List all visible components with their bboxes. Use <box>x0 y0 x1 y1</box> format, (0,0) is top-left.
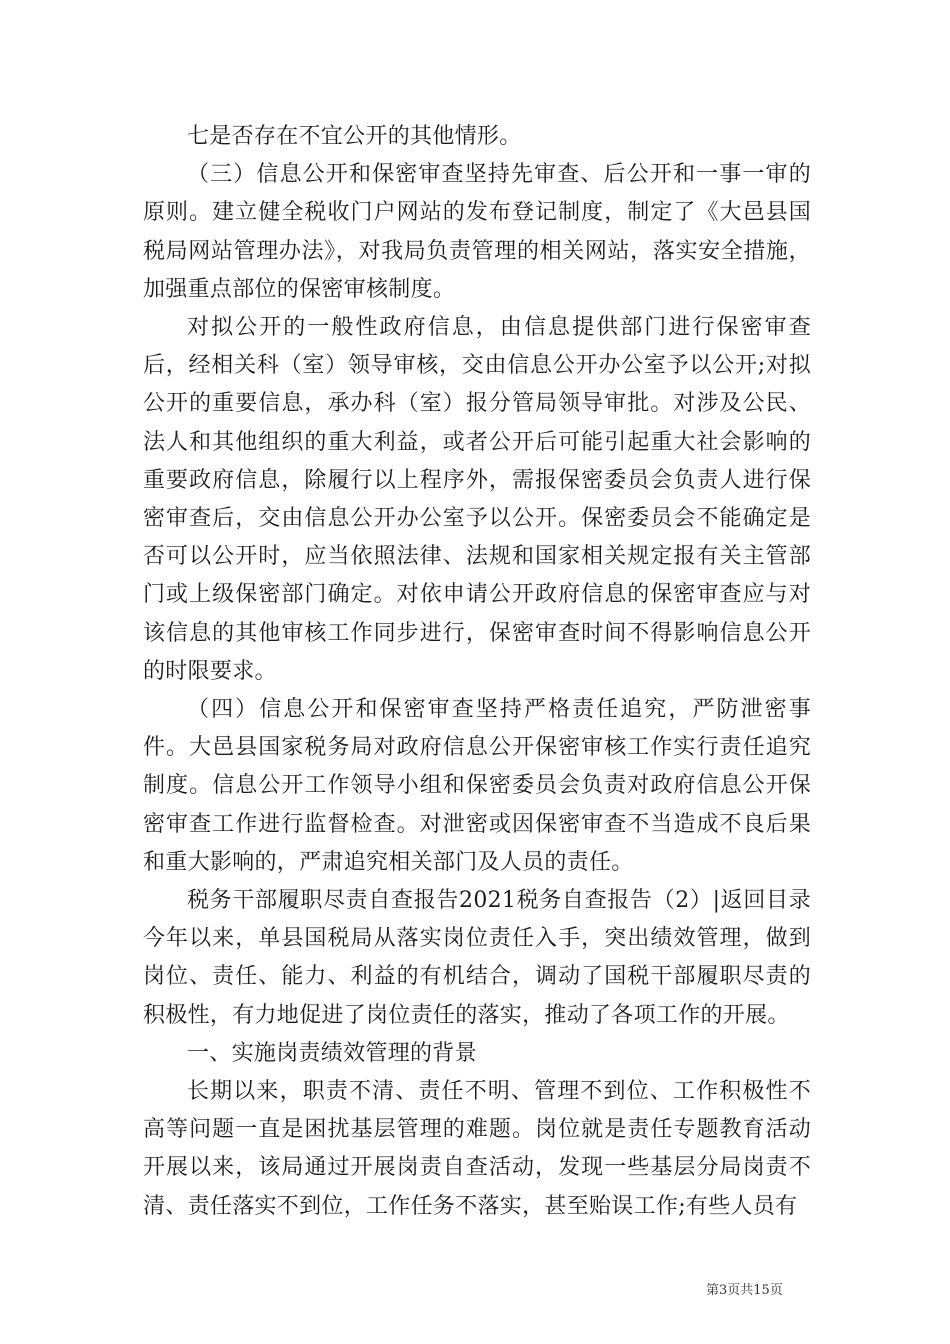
paragraph-1: 七是否存在不宜公开的其他情形。 <box>187 124 522 149</box>
document-body <box>143 118 811 1226</box>
paragraph-5: 税务干部履职尽责自查报告2021税务自查报告（2）|返回目录今年以来，单县国税局从落实岗位责任入手，突出绩效管理，做到岗位、责任、能力、利益的有机结合，调动了国税干部履职尽责的积极性，有力地促进了岗位责任的落实，推动了各项工作的开展。 <box>143 888 811 1028</box>
page-number: 第3页共15页 <box>706 1283 783 1298</box>
section-heading: 一、实施岗责绩效管理的背景 <box>187 1040 477 1066</box>
paragraph-2: （三）信息公开和保密审查坚持先审查、后公开和一事一审的原则。建立健全税收门户网站的发布登记制度，制定了《大邑县国税局网站管理办法》，对我局负责管理的相关网站，落实安全措施，加强重点部位的保密审核制度。 <box>143 162 811 302</box>
paragraph-4: （四）信息公开和保密审查坚持严格责任追究，严防泄密事件。大邑县国家税务局对政府信息公开保密审核工作实行责任追究制度。信息公开工作领导小组和保密委员会负责对政府信息公开保密审查工作进行监督检查。对泄密或因保密审查不当造成不良后果和重大影响的，严肃追究相关部门及人员的责任。 <box>143 697 811 875</box>
paragraph-3: 对拟公开的一般性政府信息，由信息提供部门进行保密审查后，经相关科（室）领导审核，交由信息公开办公室予以公开;对拟公开的重要信息，承办科（室）报分管局领导审批。对涉及公民、法人和其他组织的重大利益，或者公开后可能引起重大社会影响的重要政府信息，除履行以上程序外，需报保密委员会负责人进行保密审查后，交由信息公开办公室予以公开。保密委员会不能确定是否可以公开时，应当依照法律、法规和国家相关规定报有关主管部门或上级保密部门确定。对依申请公开政府信息的保密审查应与对该信息的其他审核工作同步进行，保密审查时间不得影响信息公开的时限要求。 <box>143 315 811 684</box>
paragraph-7: 长期以来，职责不清、责任不明、管理不到位、工作积极性不高等问题一直是困扰基层管理的难题。岗位就是责任专题教育活动开展以来，该局通过开展岗责自查活动，发现一些基层分局岗责不清、责任落实不到位，工作任务不落实，甚至贻误工作;有些人员有 <box>143 1079 811 1219</box>
